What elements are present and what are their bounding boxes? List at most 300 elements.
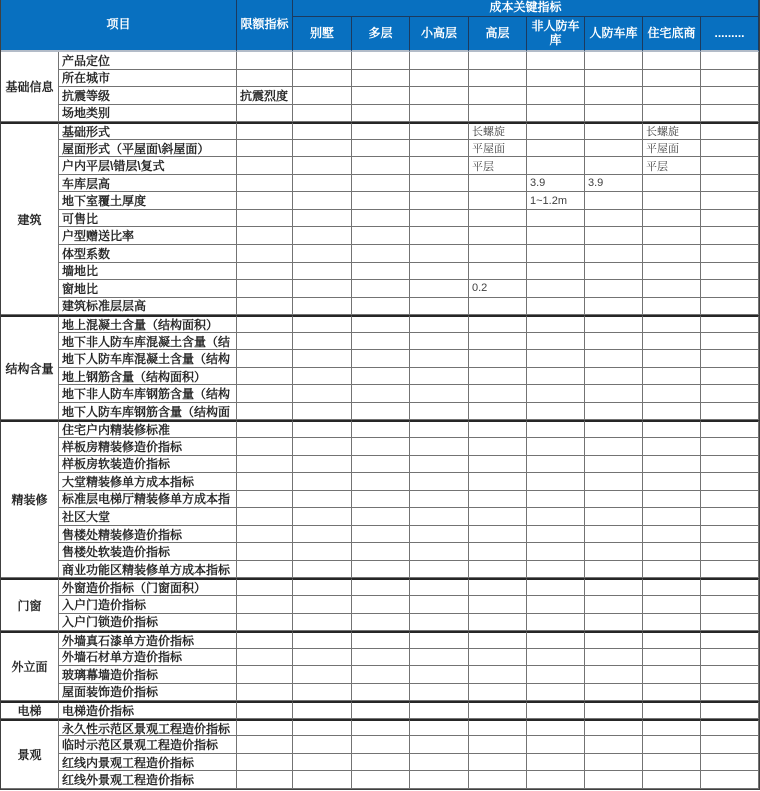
data-cell[interactable]: 平屋面 <box>469 140 527 158</box>
row-label-cell[interactable]: 售楼处精装修造价指标 <box>59 526 237 544</box>
data-cell[interactable] <box>585 578 643 596</box>
data-cell[interactable] <box>701 491 759 509</box>
data-cell[interactable] <box>293 245 352 263</box>
row-label-cell[interactable]: 墙地比 <box>59 263 237 281</box>
data-cell[interactable] <box>352 666 410 684</box>
category-cell[interactable]: 门窗 <box>1 578 59 631</box>
data-cell[interactable] <box>643 491 701 509</box>
data-cell[interactable] <box>643 368 701 386</box>
data-cell[interactable] <box>643 473 701 491</box>
data-cell[interactable] <box>469 385 527 403</box>
data-cell[interactable] <box>701 631 759 649</box>
data-cell[interactable]: 平屋面 <box>643 140 701 158</box>
data-cell[interactable] <box>643 263 701 281</box>
data-cell[interactable] <box>527 210 585 228</box>
data-cell[interactable] <box>643 543 701 561</box>
data-cell[interactable] <box>352 771 410 789</box>
data-cell[interactable] <box>410 666 469 684</box>
data-cell[interactable] <box>410 263 469 281</box>
data-cell[interactable] <box>293 526 352 544</box>
category-cell[interactable]: 电梯 <box>1 701 59 719</box>
project-column-header[interactable]: 项目 <box>1 0 237 52</box>
data-cell[interactable] <box>293 561 352 579</box>
data-cell[interactable] <box>293 578 352 596</box>
data-cell[interactable] <box>701 736 759 754</box>
data-cell[interactable] <box>527 578 585 596</box>
data-cell[interactable] <box>643 280 701 298</box>
data-cell[interactable] <box>643 456 701 474</box>
data-cell[interactable] <box>643 87 701 105</box>
data-cell[interactable] <box>410 403 469 421</box>
data-cell[interactable] <box>469 333 527 351</box>
data-cell[interactable] <box>410 210 469 228</box>
limit-value-cell[interactable] <box>237 596 293 614</box>
limit-value-cell[interactable] <box>237 210 293 228</box>
data-cell[interactable] <box>469 438 527 456</box>
data-cell[interactable] <box>585 192 643 210</box>
row-label-cell[interactable]: 体型系数 <box>59 245 237 263</box>
data-cell[interactable] <box>701 227 759 245</box>
data-cell[interactable] <box>293 175 352 193</box>
data-cell[interactable] <box>701 105 759 123</box>
row-label-cell[interactable]: 地下人防车库混凝土含量（结构 <box>59 350 237 368</box>
data-cell[interactable] <box>293 684 352 702</box>
data-cell[interactable] <box>701 280 759 298</box>
data-cell[interactable] <box>643 578 701 596</box>
limit-value-cell[interactable] <box>237 473 293 491</box>
data-cell[interactable] <box>585 280 643 298</box>
data-cell[interactable] <box>527 649 585 667</box>
data-cell[interactable] <box>352 280 410 298</box>
data-cell[interactable] <box>527 561 585 579</box>
data-cell[interactable] <box>410 122 469 140</box>
data-cell[interactable] <box>469 684 527 702</box>
data-cell[interactable]: 平层 <box>643 157 701 175</box>
data-cell[interactable] <box>293 280 352 298</box>
data-cell[interactable] <box>293 666 352 684</box>
row-label-cell[interactable]: 临时示范区景观工程造价指标 <box>59 736 237 754</box>
data-cell[interactable] <box>585 70 643 88</box>
data-cell[interactable] <box>469 192 527 210</box>
row-label-cell[interactable]: 入户门锁造价指标 <box>59 614 237 632</box>
data-cell[interactable] <box>469 526 527 544</box>
data-cell[interactable] <box>410 561 469 579</box>
data-cell[interactable] <box>527 719 585 737</box>
data-cell[interactable] <box>352 245 410 263</box>
data-cell[interactable] <box>585 666 643 684</box>
data-cell[interactable] <box>701 122 759 140</box>
data-cell[interactable] <box>469 245 527 263</box>
row-label-cell[interactable]: 入户门造价指标 <box>59 596 237 614</box>
data-cell[interactable] <box>643 684 701 702</box>
data-cell[interactable] <box>527 315 585 333</box>
data-cell[interactable] <box>469 105 527 123</box>
row-label-cell[interactable]: 车库层高 <box>59 175 237 193</box>
data-cell[interactable] <box>352 596 410 614</box>
data-cell[interactable] <box>527 140 585 158</box>
data-cell[interactable] <box>585 438 643 456</box>
data-cell[interactable] <box>410 438 469 456</box>
data-cell[interactable] <box>352 350 410 368</box>
column-header-3[interactable]: 小高层 <box>410 17 469 52</box>
data-cell[interactable] <box>585 210 643 228</box>
data-cell[interactable] <box>352 420 410 438</box>
limit-value-cell[interactable] <box>237 192 293 210</box>
data-cell[interactable] <box>701 701 759 719</box>
data-cell[interactable] <box>293 263 352 281</box>
data-cell[interactable] <box>527 87 585 105</box>
row-label-cell[interactable]: 样板房软装造价指标 <box>59 456 237 474</box>
data-cell[interactable] <box>585 140 643 158</box>
data-cell[interactable] <box>701 526 759 544</box>
data-cell[interactable] <box>293 649 352 667</box>
data-cell[interactable] <box>527 771 585 789</box>
limit-value-cell[interactable] <box>237 578 293 596</box>
data-cell[interactable] <box>701 438 759 456</box>
data-cell[interactable] <box>701 315 759 333</box>
data-cell[interactable] <box>643 719 701 737</box>
data-cell[interactable] <box>643 649 701 667</box>
data-cell[interactable] <box>585 105 643 123</box>
data-cell[interactable] <box>527 543 585 561</box>
limit-value-cell[interactable] <box>237 385 293 403</box>
data-cell[interactable] <box>701 263 759 281</box>
limit-value-cell[interactable] <box>237 561 293 579</box>
data-cell[interactable] <box>293 140 352 158</box>
data-cell[interactable] <box>293 491 352 509</box>
data-cell[interactable] <box>527 105 585 123</box>
data-cell[interactable] <box>410 508 469 526</box>
data-cell[interactable] <box>527 631 585 649</box>
category-cell[interactable]: 景观 <box>1 719 59 789</box>
data-cell[interactable] <box>701 298 759 316</box>
row-label-cell[interactable]: 售楼处软装造价指标 <box>59 543 237 561</box>
data-cell[interactable] <box>585 614 643 632</box>
data-cell[interactable] <box>701 456 759 474</box>
data-cell[interactable] <box>410 315 469 333</box>
data-cell[interactable] <box>410 175 469 193</box>
data-cell[interactable] <box>701 754 759 772</box>
row-label-cell[interactable]: 电梯造价指标 <box>59 701 237 719</box>
row-label-cell[interactable]: 屋面形式（平屋面\斜屋面） <box>59 140 237 158</box>
data-cell[interactable] <box>527 754 585 772</box>
data-cell[interactable] <box>293 719 352 737</box>
data-cell[interactable] <box>643 614 701 632</box>
data-cell[interactable]: 3.9 <box>585 175 643 193</box>
data-cell[interactable] <box>293 70 352 88</box>
row-label-cell[interactable]: 场地类别 <box>59 105 237 123</box>
data-cell[interactable] <box>352 438 410 456</box>
data-cell[interactable] <box>585 631 643 649</box>
data-cell[interactable] <box>469 210 527 228</box>
limit-value-cell[interactable] <box>237 403 293 421</box>
data-cell[interactable] <box>643 245 701 263</box>
limit-value-cell[interactable] <box>237 438 293 456</box>
data-cell[interactable] <box>352 701 410 719</box>
data-cell[interactable] <box>352 333 410 351</box>
data-cell[interactable] <box>293 420 352 438</box>
data-cell[interactable] <box>352 578 410 596</box>
data-cell[interactable]: 平层 <box>469 157 527 175</box>
limit-value-cell[interactable] <box>237 614 293 632</box>
data-cell[interactable] <box>469 87 527 105</box>
data-cell[interactable] <box>527 491 585 509</box>
data-cell[interactable] <box>643 333 701 351</box>
data-cell[interactable] <box>585 122 643 140</box>
row-label-cell[interactable]: 商业功能区精装修单方成本指标 <box>59 561 237 579</box>
data-cell[interactable] <box>643 596 701 614</box>
data-cell[interactable] <box>643 526 701 544</box>
data-cell[interactable] <box>643 192 701 210</box>
data-cell[interactable] <box>410 52 469 70</box>
data-cell[interactable] <box>410 192 469 210</box>
data-cell[interactable] <box>469 631 527 649</box>
data-cell[interactable] <box>585 508 643 526</box>
data-cell[interactable] <box>643 350 701 368</box>
data-cell[interactable] <box>293 473 352 491</box>
data-cell[interactable] <box>469 666 527 684</box>
data-cell[interactable] <box>701 543 759 561</box>
data-cell[interactable] <box>527 438 585 456</box>
data-cell[interactable] <box>643 210 701 228</box>
data-cell[interactable] <box>469 596 527 614</box>
category-cell[interactable]: 建筑 <box>1 122 59 315</box>
data-cell[interactable] <box>410 227 469 245</box>
data-cell[interactable] <box>293 368 352 386</box>
data-cell[interactable] <box>293 543 352 561</box>
category-cell[interactable]: 结构含量 <box>1 315 59 420</box>
data-cell[interactable] <box>469 420 527 438</box>
data-cell[interactable] <box>585 368 643 386</box>
data-cell[interactable] <box>585 87 643 105</box>
data-cell[interactable] <box>701 596 759 614</box>
data-cell[interactable] <box>527 526 585 544</box>
data-cell[interactable] <box>527 350 585 368</box>
limit-value-cell[interactable] <box>237 280 293 298</box>
limit-value-cell[interactable] <box>237 245 293 263</box>
data-cell[interactable] <box>527 122 585 140</box>
data-cell[interactable] <box>293 192 352 210</box>
data-cell[interactable] <box>352 543 410 561</box>
data-cell[interactable] <box>293 333 352 351</box>
data-cell[interactable] <box>293 298 352 316</box>
category-cell[interactable]: 外立面 <box>1 631 59 701</box>
data-cell[interactable] <box>701 578 759 596</box>
row-label-cell[interactable]: 地下非人防车库混凝土含量（结 <box>59 333 237 351</box>
data-cell[interactable] <box>701 175 759 193</box>
data-cell[interactable] <box>469 719 527 737</box>
data-cell[interactable] <box>585 403 643 421</box>
data-cell[interactable] <box>293 771 352 789</box>
data-cell[interactable] <box>410 280 469 298</box>
data-cell[interactable] <box>527 263 585 281</box>
data-cell[interactable] <box>469 315 527 333</box>
data-cell[interactable] <box>643 631 701 649</box>
data-cell[interactable] <box>293 508 352 526</box>
data-cell[interactable] <box>643 508 701 526</box>
data-cell[interactable] <box>469 227 527 245</box>
limit-value-cell[interactable] <box>237 157 293 175</box>
row-label-cell[interactable]: 地上钢筋含量（结构面积） <box>59 368 237 386</box>
data-cell[interactable] <box>527 227 585 245</box>
data-cell[interactable] <box>352 315 410 333</box>
data-cell[interactable]: 0.2 <box>469 280 527 298</box>
row-label-cell[interactable]: 地下室覆土厚度 <box>59 192 237 210</box>
data-cell[interactable] <box>410 105 469 123</box>
data-cell[interactable] <box>352 719 410 737</box>
row-label-cell[interactable]: 住宅户内精装修标准 <box>59 420 237 438</box>
data-cell[interactable] <box>701 87 759 105</box>
data-cell[interactable] <box>410 701 469 719</box>
data-cell[interactable] <box>585 420 643 438</box>
data-cell[interactable] <box>701 508 759 526</box>
data-cell[interactable] <box>585 526 643 544</box>
data-cell[interactable] <box>293 631 352 649</box>
limit-value-cell[interactable] <box>237 736 293 754</box>
data-cell[interactable] <box>527 368 585 386</box>
data-cell[interactable] <box>701 368 759 386</box>
data-cell[interactable] <box>410 771 469 789</box>
data-cell[interactable] <box>585 736 643 754</box>
data-cell[interactable] <box>410 491 469 509</box>
data-cell[interactable] <box>352 87 410 105</box>
data-cell[interactable] <box>527 684 585 702</box>
data-cell[interactable] <box>293 52 352 70</box>
column-header-7[interactable]: 住宅底商 <box>643 17 701 52</box>
data-cell[interactable] <box>701 385 759 403</box>
category-cell[interactable]: 基础信息 <box>1 52 59 122</box>
data-cell[interactable] <box>701 719 759 737</box>
row-label-cell[interactable]: 户型赠送比率 <box>59 227 237 245</box>
data-cell[interactable] <box>410 157 469 175</box>
data-cell[interactable] <box>701 245 759 263</box>
data-cell[interactable] <box>701 614 759 632</box>
data-cell[interactable] <box>469 701 527 719</box>
row-label-cell[interactable]: 地上混凝土含量（结构面积） <box>59 315 237 333</box>
data-cell[interactable] <box>701 157 759 175</box>
data-cell[interactable] <box>527 508 585 526</box>
data-cell[interactable] <box>701 140 759 158</box>
data-cell[interactable] <box>585 596 643 614</box>
data-cell[interactable] <box>527 666 585 684</box>
data-cell[interactable] <box>585 298 643 316</box>
column-header-5[interactable]: 非人防车库 <box>527 17 585 52</box>
data-cell[interactable] <box>527 280 585 298</box>
data-cell[interactable] <box>469 403 527 421</box>
data-cell[interactable] <box>352 403 410 421</box>
data-cell[interactable] <box>585 754 643 772</box>
data-cell[interactable] <box>410 754 469 772</box>
data-cell[interactable] <box>293 754 352 772</box>
limit-value-cell[interactable] <box>237 368 293 386</box>
column-header-6[interactable]: 人防车库 <box>585 17 643 52</box>
data-cell[interactable] <box>293 614 352 632</box>
data-cell[interactable] <box>585 701 643 719</box>
data-cell[interactable]: 长螺旋 <box>469 122 527 140</box>
data-cell[interactable] <box>352 263 410 281</box>
data-cell[interactable] <box>643 227 701 245</box>
data-cell[interactable] <box>643 315 701 333</box>
cost-key-indicators-group-header[interactable]: 成本关键指标 <box>293 0 759 17</box>
data-cell[interactable] <box>352 298 410 316</box>
data-cell[interactable] <box>469 368 527 386</box>
data-cell[interactable] <box>410 350 469 368</box>
limit-value-cell[interactable] <box>237 52 293 70</box>
data-cell[interactable] <box>585 350 643 368</box>
column-header-8[interactable]: ......... <box>701 17 759 52</box>
data-cell[interactable] <box>701 52 759 70</box>
data-cell[interactable] <box>585 157 643 175</box>
data-cell[interactable] <box>293 87 352 105</box>
data-cell[interactable] <box>469 298 527 316</box>
data-cell[interactable] <box>585 473 643 491</box>
data-cell[interactable] <box>293 105 352 123</box>
data-cell[interactable] <box>585 385 643 403</box>
data-cell[interactable] <box>585 315 643 333</box>
data-cell[interactable] <box>585 333 643 351</box>
data-cell[interactable] <box>352 508 410 526</box>
row-label-cell[interactable]: 玻璃幕墙造价指标 <box>59 666 237 684</box>
limit-value-cell[interactable] <box>237 719 293 737</box>
data-cell[interactable] <box>527 403 585 421</box>
limit-value-cell[interactable] <box>237 456 293 474</box>
data-cell[interactable] <box>585 491 643 509</box>
data-cell[interactable] <box>469 543 527 561</box>
row-label-cell[interactable]: 抗震等级 <box>59 87 237 105</box>
data-cell[interactable] <box>352 122 410 140</box>
data-cell[interactable] <box>352 140 410 158</box>
data-cell[interactable]: 长螺旋 <box>643 122 701 140</box>
data-cell[interactable] <box>410 684 469 702</box>
data-cell[interactable] <box>527 385 585 403</box>
data-cell[interactable] <box>585 227 643 245</box>
data-cell[interactable] <box>643 403 701 421</box>
limit-value-cell[interactable] <box>237 175 293 193</box>
data-cell[interactable] <box>701 771 759 789</box>
data-cell[interactable] <box>643 298 701 316</box>
row-label-cell[interactable]: 红线外景观工程造价指标 <box>59 771 237 789</box>
category-cell[interactable]: 精装修 <box>1 420 59 578</box>
data-cell[interactable] <box>527 333 585 351</box>
data-cell[interactable] <box>410 456 469 474</box>
limit-value-cell[interactable] <box>237 350 293 368</box>
data-cell[interactable] <box>293 438 352 456</box>
data-cell[interactable] <box>643 736 701 754</box>
row-label-cell[interactable]: 所在城市 <box>59 70 237 88</box>
row-label-cell[interactable]: 地下人防车库钢筋含量（结构面 <box>59 403 237 421</box>
data-cell[interactable] <box>352 157 410 175</box>
column-header-1[interactable]: 别墅 <box>293 17 352 52</box>
data-cell[interactable] <box>352 368 410 386</box>
data-cell[interactable] <box>410 631 469 649</box>
data-cell[interactable] <box>469 70 527 88</box>
data-cell[interactable] <box>701 70 759 88</box>
data-cell[interactable] <box>643 420 701 438</box>
data-cell[interactable] <box>643 754 701 772</box>
data-cell[interactable] <box>643 771 701 789</box>
row-label-cell[interactable]: 窗地比 <box>59 280 237 298</box>
data-cell[interactable] <box>585 771 643 789</box>
row-label-cell[interactable]: 可售比 <box>59 210 237 228</box>
data-cell[interactable] <box>352 649 410 667</box>
data-cell[interactable] <box>527 701 585 719</box>
data-cell[interactable] <box>527 736 585 754</box>
data-cell[interactable] <box>352 684 410 702</box>
data-cell[interactable] <box>585 561 643 579</box>
row-label-cell[interactable]: 建筑标准层层高 <box>59 298 237 316</box>
data-cell[interactable] <box>469 649 527 667</box>
limit-value-cell[interactable] <box>237 70 293 88</box>
